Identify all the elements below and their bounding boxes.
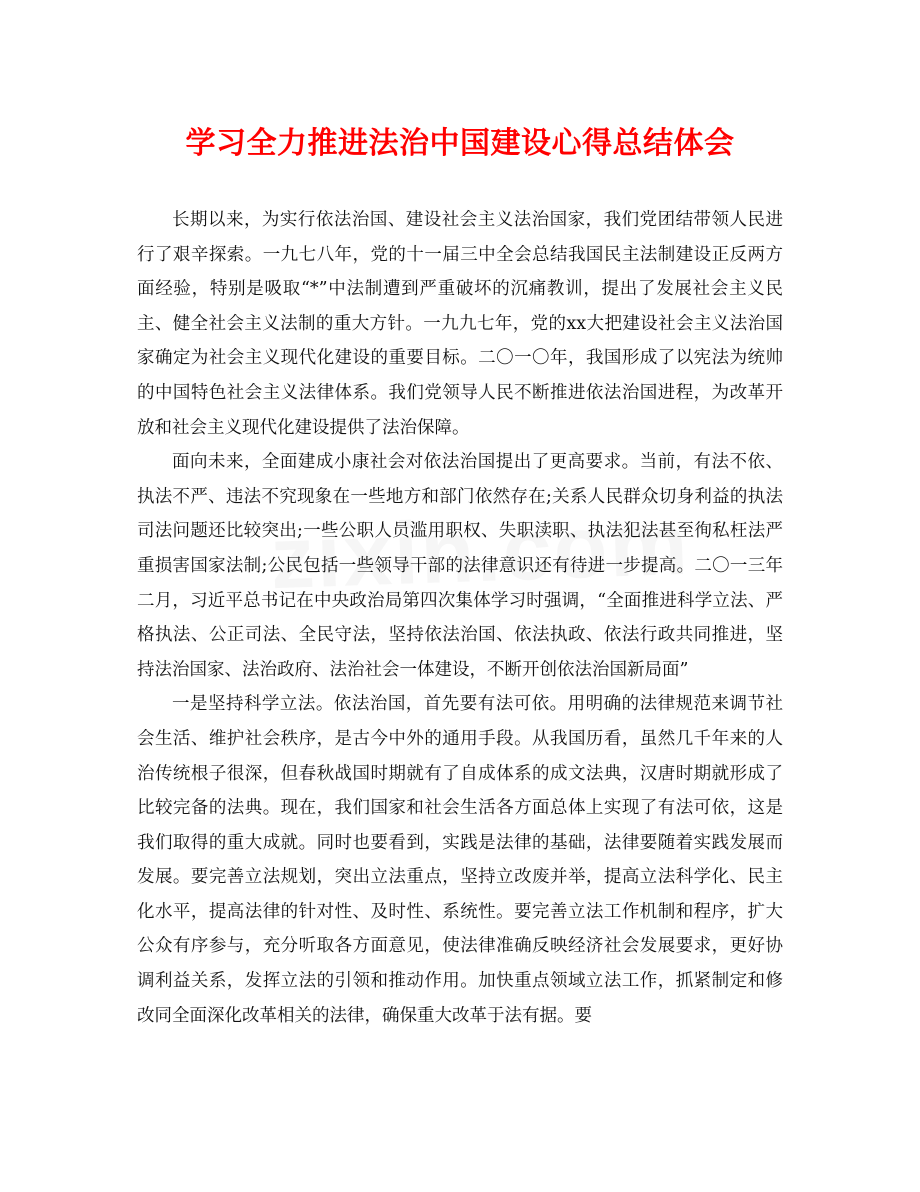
document-title: 学习全力推进法治中国建设心得总结体会 xyxy=(185,126,735,161)
document-body xyxy=(137,203,783,1033)
paragraph-3: 一是坚持科学立法。依法治国，首先要有法可依。用明确的法律规范来调节社会生活、维护社会秩序，是古今中外的通用手段。从我国历看，虽然几千年来的人治传统根子很深，但春秋战国时期就有了自成体系的成文法典，汉唐时期就形成了比较完备的法典。现在，我们国家和社会生活各方面总体上实现了有法可依，这是我们取得的重大成就。同时也要看到，实践是法律的基础，法律要随着实践发展而发展。要完善立法规划，突出立法重点，坚持立改废并举，提高立法科学化、民主化水平，提高法律的针对性、及时性、系统性。要完善立法工作机制和程序，扩大公众有序参与，充分听取各方面意见，使法律准确反映经济社会发展要求，更好协调利益关系，发挥立法的引领和推动作用。加快重点领域立法工作，抓紧制定和修改同全面深化改革相关的法律，确保重大改革于法有据。要 xyxy=(137,694,783,1026)
paragraph-2: 面向未来，全面建成小康社会对依法治国提出了更高要求。当前，有法不依、执法不严、违法不究现象在一些地方和部门依然存在;关系人民群众切身利益的执法司法问题还比较突出;一些公职人员滥用职权、失职渎职、执法犯法甚至徇私枉法严重损害国家法制;公民包括一些领导干部的法律意识还有待进一步提高。二〇一三年二月，习近平总书记在中央政治局第四次集体学习时强调，“全面推进科学立法、严格执法、公正司法、全民守法，坚持依法治国、依法执政、依法行政共同推进，坚持法治国家、法治政府、法治社会一体建设，不断开创依法治国新局面” xyxy=(137,452,783,680)
paragraph-1: 长期以来，为实行依法治国、建设社会主义法治国家，我们党团结带领人民进行了艰辛探索。一九七八年，党的十一届三中全会总结我国民主法制建设正反两方面经验，特别是吸取“*”中法制遭到严重破坏的沉痛教训，提出了发展社会主义民主、健全社会主义法制的重大方针。一九九七年，党的xx大把建设社会主义法治国家确定为社会主义现代化建设的重要目标。二〇一〇年，我国形成了以宪法为统帅的中国特色社会主义法律体系。我们党领导人民不断推进依法治国进程，为改革开放和社会主义现代化建设提供了法治保障。 xyxy=(137,210,783,438)
